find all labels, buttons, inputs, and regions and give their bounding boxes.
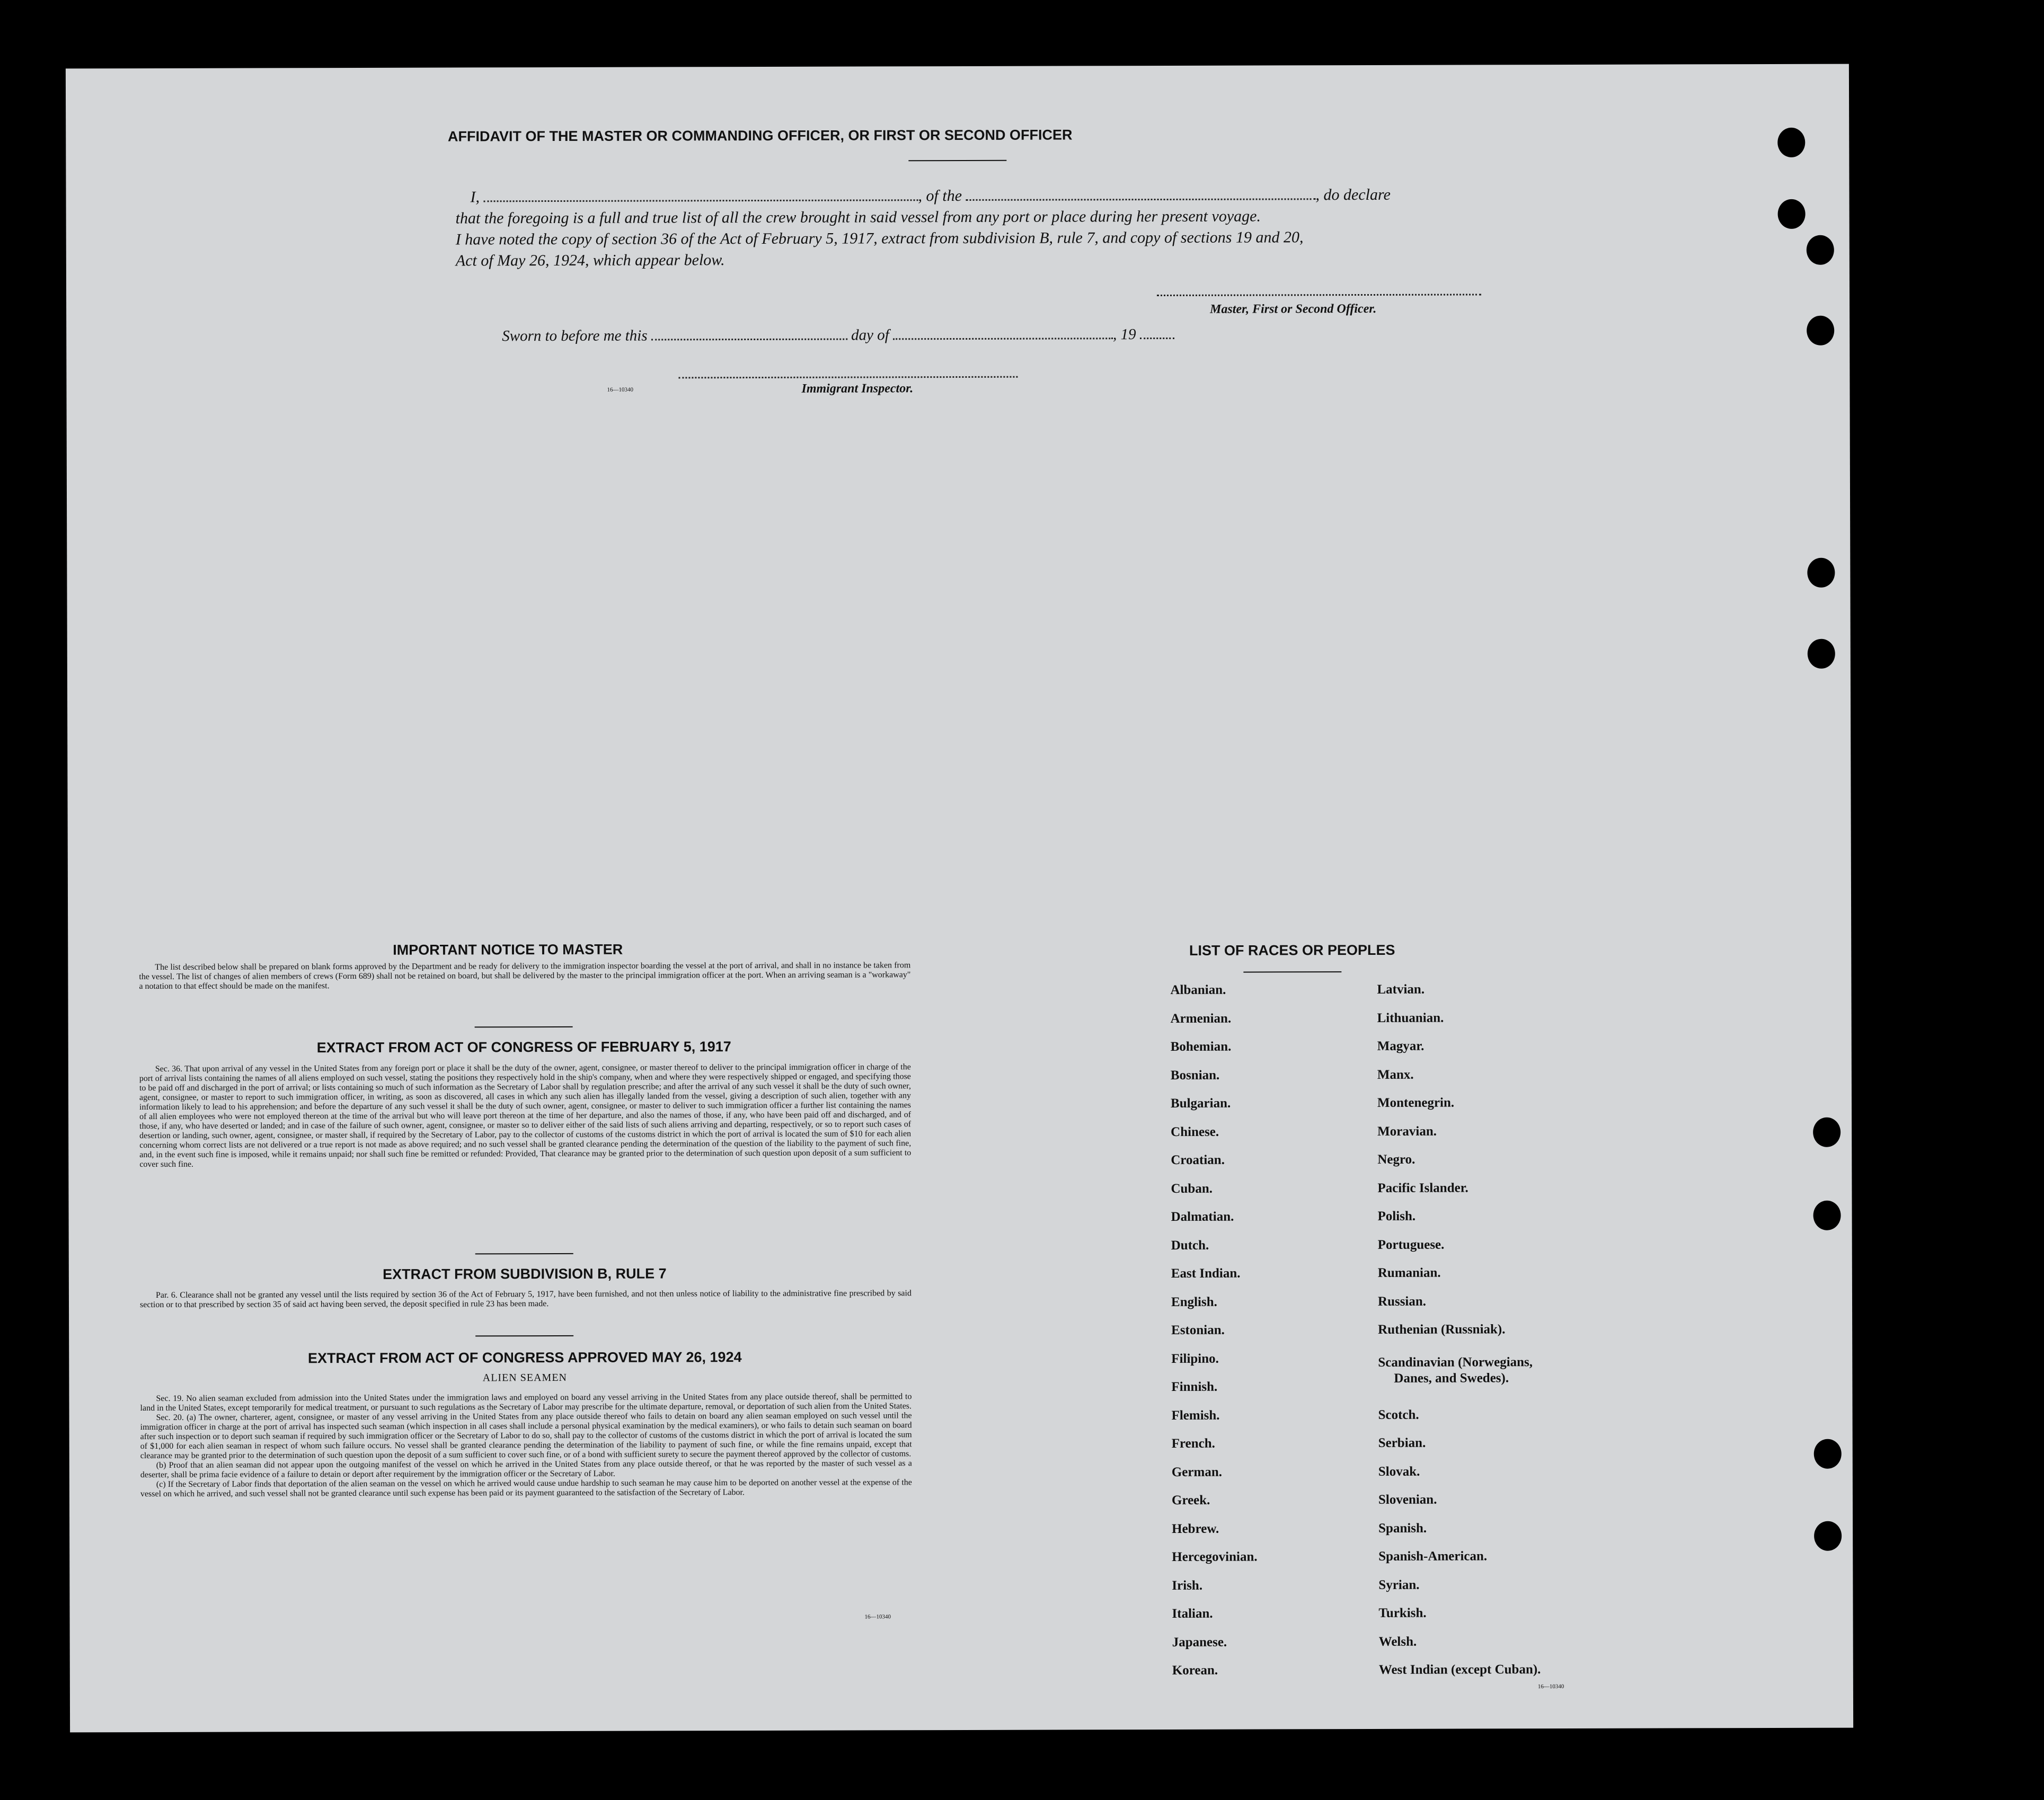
affidavit-of-the-label: , of the bbox=[918, 187, 962, 205]
extract-1924-body bbox=[140, 1392, 912, 1499]
affidavit-line-3: I have noted the copy of section 36 of the Act of February 5, 1917, extract from subdivision B, rule 7, and copy of sections 19 and 20, bbox=[455, 228, 1304, 249]
race-item: West Indian (except Cuban). bbox=[1378, 1662, 1541, 1677]
sworn-day-field[interactable] bbox=[651, 339, 847, 341]
extract-rule7-body: Par. 6. Clearance shall not be granted any vessel until the lists required by section 36 of the Act of February 5, 1917, have been furnished, and not then unless notice of liability to the administrative fine prescribed by said section or to that prescribed by section 35 of said act having been served, the deposit specified in rule 23 has been made. bbox=[139, 1289, 912, 1310]
affidavit-i-label: I, bbox=[470, 188, 480, 206]
race-item: Lithuanian. bbox=[1377, 1010, 1444, 1025]
race-item: Manx. bbox=[1377, 1067, 1414, 1082]
extract-1917-title: EXTRACT FROM ACT OF CONGRESS OF FEBRUARY 5, 1917 bbox=[316, 1039, 731, 1056]
races-title-rule bbox=[1243, 971, 1341, 972]
affidavit-title-rule bbox=[908, 160, 1006, 161]
race-item: Armenian. bbox=[1170, 1011, 1232, 1026]
punch-hole bbox=[1807, 235, 1834, 265]
sworn-line bbox=[502, 324, 1174, 347]
notice-rule bbox=[475, 1026, 573, 1027]
race-item: Italian. bbox=[1172, 1606, 1213, 1621]
affidavit-form-number: 16—10340 bbox=[607, 386, 634, 393]
extract-1924-title: EXTRACT FROM ACT OF CONGRESS APPROVED MAY 26, 1924 bbox=[307, 1349, 742, 1367]
race-item: Croatian. bbox=[1171, 1152, 1225, 1167]
race-item: Pacific Islander. bbox=[1377, 1180, 1468, 1195]
race-item: Turkish. bbox=[1378, 1606, 1427, 1620]
punch-hole bbox=[1814, 1521, 1842, 1551]
punch-hole bbox=[1808, 639, 1835, 669]
race-item: Irish. bbox=[1172, 1578, 1203, 1593]
affidavit-title: AFFIDAVIT OF THE MASTER OR COMMANDING OFFICER, OR FIRST OR SECOND OFFICER bbox=[447, 127, 1073, 145]
race-item: Negro. bbox=[1377, 1152, 1415, 1167]
race-item: Montenegrin. bbox=[1377, 1095, 1455, 1110]
extract-rule7-title: EXTRACT FROM SUBDIVISION B, RULE 7 bbox=[383, 1265, 667, 1282]
race-item: Bohemian. bbox=[1170, 1039, 1232, 1054]
race-item: Welsh. bbox=[1378, 1634, 1417, 1649]
race-item: Dalmatian. bbox=[1171, 1209, 1234, 1224]
race-item: Scotch. bbox=[1378, 1407, 1419, 1422]
race-item: Serbian. bbox=[1378, 1435, 1426, 1450]
notice-title: IMPORTANT NOTICE TO MASTER bbox=[393, 941, 623, 958]
race-item: Rumanian. bbox=[1377, 1265, 1441, 1280]
vessel-name-field[interactable] bbox=[966, 198, 1316, 201]
race-item: Polish. bbox=[1377, 1209, 1416, 1223]
punch-hole bbox=[1814, 1439, 1842, 1469]
race-item bbox=[1378, 1350, 1540, 1407]
race-item: Magyar. bbox=[1377, 1039, 1424, 1053]
declarant-name-field[interactable] bbox=[484, 199, 918, 202]
master-signature-field[interactable] bbox=[1157, 294, 1481, 296]
sworn-year-label: , 19 bbox=[1113, 326, 1136, 343]
race-item: Bosnian. bbox=[1170, 1068, 1220, 1083]
race-item: Hercegovinian. bbox=[1172, 1549, 1258, 1564]
sec-19: Sec. 19. No alien seaman excluded from admission into the United States under the immigration laws and employed on board any vessel arriving in the United States from any place outside thereof, shall be permitted to land in the United States, except temporarily for medical treatment, or pursuant to such regulations as the Secretary of Labor may prescribe for the ultimate departure, removal, or deportation of such alien from the United States. bbox=[140, 1392, 912, 1413]
race-item: Bulgarian. bbox=[1170, 1096, 1231, 1111]
affidavit-line-4: Act of May 26, 1924, which appear below. bbox=[455, 251, 725, 270]
race-item: Albanian. bbox=[1170, 982, 1226, 997]
punch-hole bbox=[1807, 558, 1835, 588]
sworn-day-of-label: day of bbox=[851, 326, 889, 344]
race-item: Slovak. bbox=[1378, 1464, 1420, 1479]
race-scandinavian: Scandinavian (Norwegians, bbox=[1378, 1354, 1533, 1370]
extract-1924-form-number: 16—10340 bbox=[864, 1613, 891, 1620]
punch-hole bbox=[1778, 199, 1806, 229]
punch-hole bbox=[1807, 316, 1834, 345]
race-item: Ruthenian (Russniak). bbox=[1378, 1322, 1506, 1337]
master-signature-caption: Master, First or Second Officer. bbox=[1210, 302, 1377, 316]
races-column-2 bbox=[1377, 981, 1541, 1690]
race-item: East Indian. bbox=[1171, 1266, 1241, 1281]
sec-20c: (c) If the Secretary of Labor finds that deportation of the alien seaman on the vessel on which he arrived would cause undue hardship to such seaman he may cause him to be deported on another vessel at the expense of the vessel on which he arrived, and such vessel shall not be granted clearance until such expense has been paid or its payment guaranteed to the satisfaction of the Secretary of Labor. bbox=[140, 1478, 912, 1499]
race-item: Greek. bbox=[1171, 1493, 1210, 1508]
sworn-year-field[interactable] bbox=[1140, 338, 1174, 339]
race-item: Finnish. bbox=[1171, 1379, 1218, 1394]
race-item: French. bbox=[1171, 1436, 1215, 1451]
races-column-1 bbox=[1170, 982, 1258, 1691]
race-item: German. bbox=[1171, 1465, 1222, 1479]
punch-hole bbox=[1813, 1118, 1841, 1147]
affidavit-text bbox=[455, 184, 1466, 271]
race-item: Spanish-American. bbox=[1378, 1549, 1488, 1564]
races-title: LIST OF RACES OR PEOPLES bbox=[1189, 942, 1395, 959]
punch-hole bbox=[1813, 1201, 1841, 1230]
race-item: Korean. bbox=[1172, 1663, 1218, 1678]
extract-1917-body: Sec. 36. That upon arrival of any vessel in the United States from any foreign port or place it shall be the duty of the owner, agent, consignee, or master thereof to deliver to the principal immigration officer in charge of the port of arrival lists containing the names of all aliens employed on such vessel, stating the positions they respectively hold in the ship's company, when and where they were respectively shipped or engaged, and specifying those to be paid off and discharged in the port of arrival; or lists containing so much of such information as the Secretary of Labor shall by regulation prescribe; and after the arrival of any such vessel it shall be the duty of such owner, agent, consignee, or master to report to such immigration officer, in writing, as soon as discovered, all cases in which any such alien has illegally landed from the vessel, giving a description of such alien, together with any information likely to lead to his apprehension; and before the departure of any such vessel it shall be the duty of such owner, agent, consignee, or master to deliver to such immigration officer a further list containing the names of all alien employees who were not employed thereon at the time of the arrival but who will leave port thereon at the time of her departure, and also the names of those, if any, who have been paid off and discharged, and of those, if any, who have deserted or landed; and in case of the failure of such owner, agent, consignee, or master so to deliver either of the said lists of such aliens arriving and departing, respectively, or so to report such cases of desertion or landing, such owner, agent, consignee, or master shall, if required by the Secretary of Labor, pay to the collector of customs of the customs district in which the port of arrival is located the sum of $10 for each alien concerning whom correct lists are not delivered or a true report is not made as above required; and no such vessel shall be granted clearance pending the determination of the question of the liability to the payment of such fine, and, in the event such fine is imposed, while it remains unpaid; nor shall such fine be remitted or refunded: Provided, That clearance may be granted prior to the determination of such question upon deposit of a sum sufficient to cover such fine. bbox=[139, 1062, 912, 1169]
race-item: Spanish. bbox=[1378, 1521, 1427, 1536]
sworn-prefix: Sworn to before me this bbox=[502, 327, 648, 345]
affidavit-line-1 bbox=[470, 184, 1466, 208]
sec-20b: (b) Proof that an alien seaman did not appear upon the outgoing manifest of the vessel on which he arrived in the United States from any place outside thereof, or that he was reported by the master of such vessel as a deserter, shall be prima facie evidence of a failure to detain or deport after requirement by the immigration officer or the Secretary of Labor. bbox=[140, 1459, 912, 1480]
race-item: Moravian. bbox=[1377, 1124, 1437, 1139]
race-item: Syrian. bbox=[1378, 1577, 1420, 1592]
extract-1917-rule bbox=[475, 1253, 573, 1254]
race-scandinavian-cont: Danes, and Swedes). bbox=[1394, 1370, 1509, 1386]
race-item: Filipino. bbox=[1171, 1351, 1219, 1366]
race-item: Portuguese. bbox=[1377, 1237, 1445, 1252]
race-item: Hebrew. bbox=[1172, 1521, 1219, 1536]
race-item: Cuban. bbox=[1171, 1181, 1213, 1196]
race-item: Japanese. bbox=[1172, 1635, 1227, 1650]
sworn-month-field[interactable] bbox=[893, 338, 1113, 340]
sec-20a: Sec. 20. (a) The owner, charterer, agent, consignee, or master of any vessel arriving in the United States from any place outside thereof who fails to detain on board any alien seaman employed on such vessel until the immigration officer in charge at the port of arrival has inspected such seaman (which inspection in all cases shall include a personal physical examination by the medical examiners), or who fails to detain such seaman on board after such inspection or to deport such seaman if required by such immigration officer or the Secretary of Labor to do so, shall pay to the collector of customs of the customs district in which the port of arrival is located the sum of $1,000 for each alien seaman in respect of whom such failure occurs. No vessel shall be granted clearance pending the determination of the liability to payment of such fine, or while the fine remains unpaid, except that clearance may be granted prior to the determination of such question upon the deposit of a sum sufficient to cover such fine, or of a bond with sufficient surety to secure the payment thereof approved by the collector of customs. bbox=[140, 1411, 912, 1461]
extract-1924-subtitle: ALIEN SEAMEN bbox=[482, 1371, 568, 1384]
punch-hole bbox=[1777, 128, 1805, 157]
race-item: Chinese. bbox=[1171, 1124, 1219, 1139]
inspector-caption: Immigrant Inspector. bbox=[801, 382, 914, 396]
notice-body: The list described below shall be prepared on blank forms approved by the Department and be ready for delivery to the immigration inspector boarding the vessel at the port of arrival, and shall in no instance be taken from the vessel. The list of changes of alien members of crews (Form 689) shall not be retained on board, but shall be delivered by the master to the principal immigration officer at the port. When an arriving seaman is a "workaway" a notation to that effect should be made on the manifest. bbox=[139, 961, 911, 991]
race-item: Latvian. bbox=[1377, 982, 1425, 997]
race-item: Flemish. bbox=[1171, 1408, 1220, 1423]
form-page bbox=[66, 64, 1853, 1733]
race-item: Slovenian. bbox=[1378, 1492, 1437, 1507]
affidavit-line-2: that the foregoing is a full and true list of all the crew brought in said vessel from any port or place during her present voyage. bbox=[455, 207, 1261, 227]
race-item: Estonian. bbox=[1171, 1323, 1225, 1337]
extract-rule7-rule bbox=[475, 1335, 573, 1336]
affidavit-declare-label: , do declare bbox=[1315, 185, 1391, 204]
race-item: Dutch. bbox=[1171, 1238, 1209, 1253]
race-item: Russian. bbox=[1377, 1294, 1427, 1309]
race-item: English. bbox=[1171, 1294, 1217, 1309]
races-form-number: 16—10340 bbox=[1537, 1683, 1564, 1690]
